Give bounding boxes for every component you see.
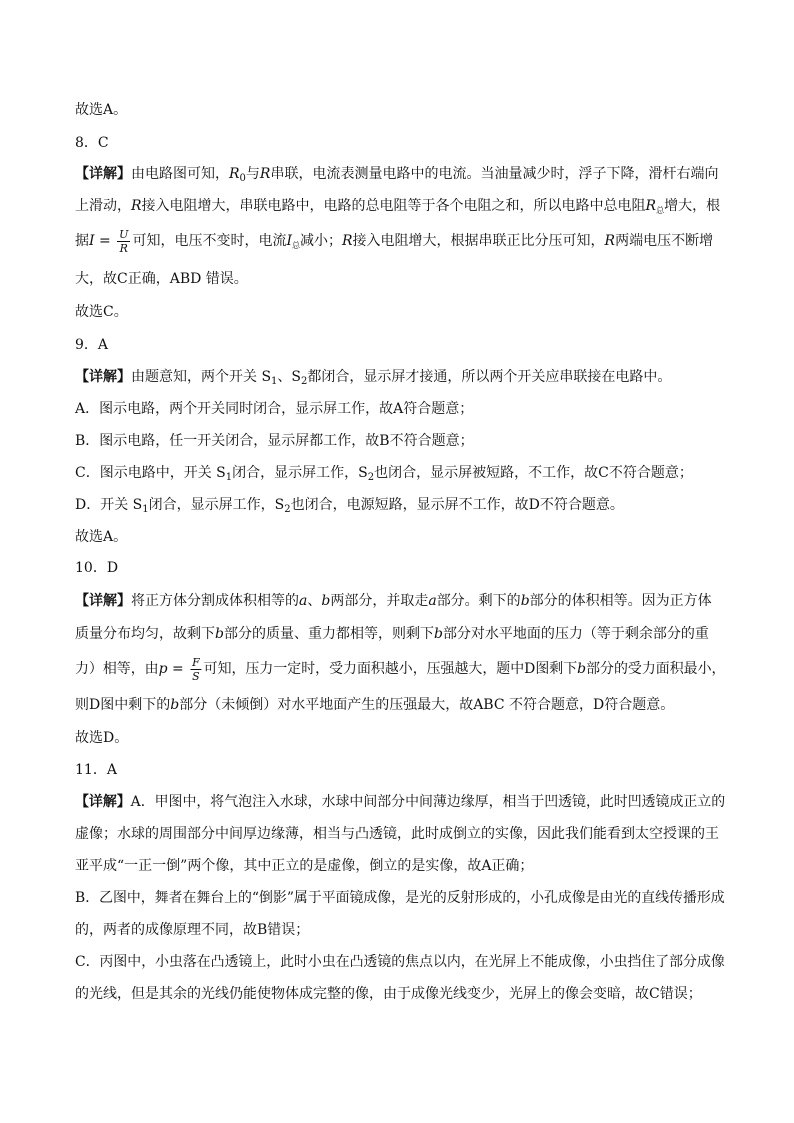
text: 部分的质量、重力都相等，则剩下 — [223, 626, 434, 642]
subscript: 0 — [239, 173, 246, 184]
q11-option-b-line-2 — [75, 920, 725, 940]
text: C．图示电路中，开关 S — [75, 465, 226, 481]
question-9-answer — [75, 335, 725, 355]
text: 故选A。 — [75, 529, 128, 545]
symbol: b — [321, 593, 331, 609]
text: 增大，根 — [664, 198, 721, 214]
symbol: a — [428, 593, 437, 609]
text: 的光线，但是其余的光线仍能使物体成完整的像，由于成像光线变少，光屏上的像会变暗，故C错误； — [75, 986, 702, 1002]
text: 可知，压力一定时，受力面积越小，压强越大，题中D图剩下 — [203, 661, 578, 677]
symbol: a — [299, 593, 308, 609]
text: A．图示电路，两个开关同时闭合，显示屏工作，故A符合题意； — [75, 401, 474, 417]
text: 虚像；水球的周围部分中间厚边缘薄，相当与凸透镜，此时成倒立的实像，因此我们能看到太空授课的王 — [75, 826, 719, 842]
symbol: b — [170, 697, 180, 713]
q11-explanation-line-1 — [75, 792, 726, 812]
q11-option-c-line-2 — [75, 984, 725, 1004]
text: 由题意知，两个开关 S — [131, 369, 272, 385]
q9-option-b — [75, 431, 725, 451]
q9-option-c — [75, 463, 725, 483]
q9-option-a — [75, 399, 725, 419]
question-11-answer — [75, 760, 725, 780]
text: D．开关 S — [75, 497, 143, 513]
subscript: 1 — [271, 376, 278, 387]
text: 闭合，显示屏工作，S — [232, 465, 368, 481]
text: 10．D — [75, 560, 119, 576]
symbol: R — [604, 233, 616, 249]
symbol: R — [229, 166, 240, 182]
q8-explanation-line-2 — [75, 196, 725, 216]
text: 部分对水平地面的压力（等于剩余部分的重 — [442, 626, 709, 642]
q11-explanation-line-3 — [75, 856, 725, 876]
text: B．乙图中，舞者在舞台上的“倒影”属于平面镜成像，是光的反射形成的，小孔成像是由光的直线传播形成 — [75, 890, 725, 906]
q9-explanation-line-1 — [75, 367, 725, 387]
answer-conclusion — [75, 302, 725, 322]
text: 接入电阻增大，根据串联正比分压可知， — [352, 233, 605, 249]
text: 力）相等，由 — [75, 661, 159, 677]
answer-conclusion — [75, 100, 725, 120]
symbol: I — [89, 233, 95, 249]
fraction — [117, 229, 130, 254]
text: 故选D。 — [75, 730, 129, 746]
symbol: b — [215, 626, 224, 642]
text: 两部分，并取走 — [330, 593, 429, 609]
text: C．丙图中，小虫落在凸透镜上，此时小虫在凸透镜的焦点以内，在光屏上不能成像，小虫挡住了部分成像 — [75, 954, 725, 970]
numerator: U — [119, 227, 129, 241]
text: 上滑动， — [75, 198, 131, 214]
text: 两端电压不断增 — [615, 233, 714, 249]
text: 减小； — [299, 233, 342, 249]
text: 大，故C正确，ABD 错误。 — [75, 271, 248, 287]
text: 9．A — [75, 337, 109, 353]
question-10-answer — [75, 558, 725, 578]
text: 部分的体积相等。因为正方体 — [529, 593, 712, 609]
text: 故选A。 — [75, 102, 128, 118]
subscript: 2 — [367, 472, 375, 483]
q8-explanation-line-1 — [75, 164, 725, 184]
text: B．图示电路，任一开关闭合，显示屏都工作，故B不符合题意； — [75, 433, 474, 449]
text: 部分的受力面积最小， — [586, 661, 726, 677]
text: 故选C。 — [75, 304, 128, 320]
text: 则D图中剩下的 — [75, 697, 171, 713]
text: A．甲图中，将气泡注入水球，水球中间部分中间薄边缘厚，相当于凹透镜，此时凹透镜成正立的 — [130, 794, 726, 810]
symbol: b — [577, 661, 587, 677]
text: 部分（未倾倒）对水平地面产生的压强最大，故ABC 不符合题意，D符合题意。 — [179, 697, 675, 713]
symbol: R — [131, 198, 142, 214]
symbol: p — [158, 661, 168, 677]
text: 由电路图可知， — [131, 166, 229, 182]
text: 将正方体分割成体积相等的 — [131, 593, 299, 609]
symbol: R — [259, 166, 271, 182]
question-8-answer — [75, 133, 725, 153]
answer-conclusion — [75, 527, 725, 547]
text: 接入电阻增大，串联电路中，电路的总电阻等于各个电阻之和，所以电路中总电阻 — [141, 198, 646, 214]
subscript: 2 — [301, 376, 308, 387]
text: 都闭合，显示屏才接通，所以两个开关应串联接在电路中。 — [307, 369, 672, 385]
answer-conclusion — [75, 728, 725, 748]
text: = — [94, 233, 116, 249]
denominator: R — [119, 241, 128, 255]
symbol: b — [520, 593, 530, 609]
q9-option-d — [75, 495, 725, 515]
q10-explanation-line-3 — [75, 655, 726, 683]
text: 8．C — [75, 135, 109, 151]
numerator: F — [192, 655, 200, 669]
symbol: I — [286, 233, 292, 249]
fraction — [190, 657, 202, 682]
text: 与 — [245, 166, 260, 182]
text: 、 — [307, 593, 322, 609]
text: 据 — [75, 233, 89, 249]
text: 质量分布均匀，故剩下 — [75, 626, 215, 642]
symbol: R — [645, 198, 657, 214]
text: 亚平成“一正一倒”两个像，其中正立的是虚像，倒立的是实像，故A正确； — [75, 858, 534, 874]
explanation-tag: 【详解】 — [75, 794, 131, 810]
subscript: 2 — [284, 504, 291, 515]
explanation-tag: 【详解】 — [75, 593, 131, 609]
text: 也闭合，电源短路，显示屏不工作，故D不符合题意。 — [290, 497, 624, 513]
text: 也闭合，显示屏被短路，不工作，故C不符合题意； — [374, 465, 693, 481]
q10-explanation-line-2 — [75, 624, 725, 644]
explanation-tag: 【详解】 — [75, 369, 131, 385]
q11-explanation-line-2 — [75, 824, 725, 844]
text: 、S — [277, 369, 302, 385]
q10-explanation-line-1 — [75, 591, 725, 611]
q8-explanation-line-4 — [75, 269, 725, 289]
text: 可知，电压不变时，电流 — [132, 233, 287, 249]
q11-option-c-line-1 — [75, 952, 725, 972]
symbol: b — [433, 626, 443, 642]
text: 部分。剩下的 — [436, 593, 521, 609]
symbol: R — [341, 233, 353, 249]
q10-explanation-line-4 — [75, 695, 725, 715]
subscript: 总 — [656, 206, 665, 215]
text: = — [167, 661, 189, 677]
subscript: 1 — [225, 472, 233, 483]
q8-explanation-line-3 — [75, 228, 725, 254]
text: 的，两者的成像原理不同，故B错误； — [75, 922, 310, 938]
denominator: S — [192, 669, 200, 683]
subscript: 总 — [291, 241, 300, 250]
text: 闭合，显示屏工作，S — [148, 497, 285, 513]
text: 串联，电流表测量电路中的电流。当油量减少时，浮子下降，滑杆右端向 — [270, 166, 719, 182]
text: 11．A — [75, 762, 117, 778]
q11-option-b-line-1 — [75, 888, 725, 908]
subscript: 1 — [142, 504, 149, 515]
explanation-tag: 【详解】 — [75, 166, 131, 182]
